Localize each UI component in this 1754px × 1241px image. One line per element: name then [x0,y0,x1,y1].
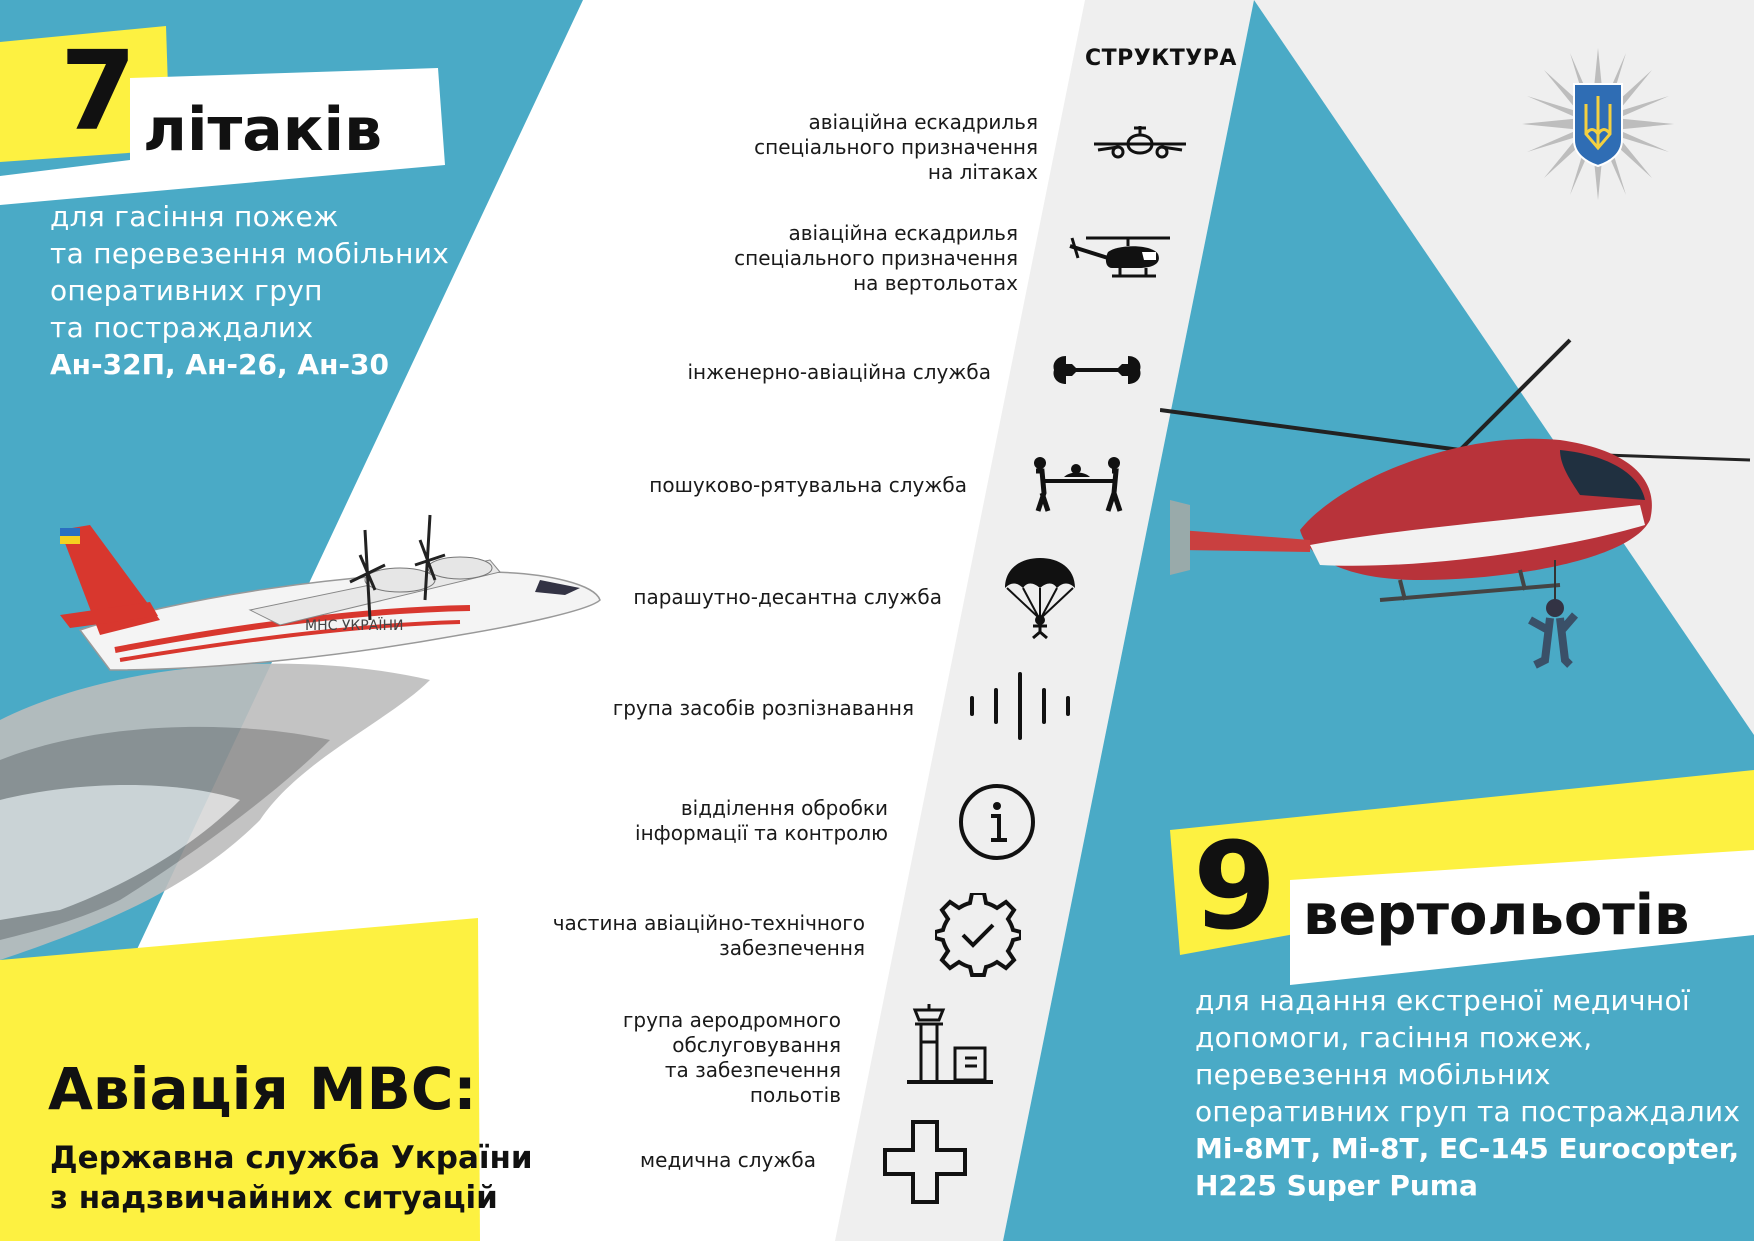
label-line: спеціального призначення [754,135,1038,159]
helicopters-desc-line: оперативних груп та постраждалих [1195,1095,1741,1128]
helicopter-illustration [1160,330,1754,750]
signal-bars-icon [968,672,1072,740]
label-line: інженерно-авіаційна служба [687,360,991,384]
helicopters-desc-line: перевезення мобільних [1195,1058,1551,1091]
label-line: частина авіаційно-технічного [552,911,865,935]
airplane-icon [1088,122,1192,168]
page-title: Авіація МВС: [48,1055,477,1123]
structure-item-label [553,911,865,961]
wrench-icon [1052,352,1142,388]
structure-item-label [640,1148,816,1173]
planes-count: 7 [60,27,137,155]
planes-desc-line: та постраждалих [50,311,314,344]
helicopters-description [1195,982,1740,1204]
helicopters-desc-line: допомоги, гасіння пожеж, [1195,1021,1593,1054]
label-line: польотів [749,1083,841,1107]
helicopters-desc-line: для надання екстреної медичної [1195,984,1690,1017]
planes-word: літаків [143,95,383,165]
helicopters-models-line: H225 Super Puma [1195,1169,1478,1202]
label-line: група аеродромного [622,1008,841,1032]
structure-item-label [623,1008,841,1108]
label-line: забезпечення [719,936,865,960]
planes-desc-line: та перевезення мобільних [50,237,450,270]
ses-emblem [1522,48,1674,200]
structure-item-label [734,221,1018,296]
subtitle-line: Державна служба України [50,1140,533,1176]
structure-item-label [754,110,1038,185]
planes-desc-line: для гасіння пожеж [50,200,339,233]
structure-item-label [688,360,992,385]
page-subtitle [50,1138,533,1218]
helicopters-count: 9 [1193,818,1277,957]
structure-item-label [613,696,914,721]
label-line: відділення обробки [680,796,888,820]
label-line: група засобів розпізнавання [612,696,914,720]
structure-title: СТРУКТУРА [1085,46,1237,71]
medical-cross-icon [883,1120,967,1204]
planes-description [50,198,449,383]
label-line: обслуговування [672,1033,841,1057]
planes-desc-line: оперативних груп [50,274,323,307]
helicopters-models-line: Мі-8МТ, Мі-8Т, ЕС-145 Eurocopter, [1195,1132,1740,1165]
label-line: на літаках [927,160,1038,184]
label-line: авіаційна ескадрилья [808,110,1038,134]
control-tower-icon [905,1002,995,1088]
label-line: на вертольотах [853,271,1018,295]
info-icon [957,782,1037,862]
label-line: інформації та контролю [635,821,888,845]
helicopters-word: вертольотів [1303,883,1690,948]
label-line: медична служба [640,1148,816,1172]
label-line: та забезпечення [664,1058,841,1082]
helicopter-icon [1068,234,1172,282]
label-line: спеціального призначення [734,246,1018,270]
label-line: пошуково-рятувальна служба [649,473,967,497]
airplane-illustration [20,510,610,730]
label-line: парашутно-десантна служба [633,585,942,609]
structure-item-label [633,585,942,610]
planes-models: Ан-32П, Ан-26, Ан-30 [50,348,390,381]
subtitle-line: з надзвичайних ситуацій [50,1180,498,1216]
parachute-icon [1003,556,1077,640]
label-line: авіаційна ескадрилья [788,221,1018,245]
gear-check-icon [935,893,1021,979]
stretcher-rescue-icon [1028,455,1124,513]
structure-item-label [635,796,888,846]
structure-item-label [649,473,967,498]
svg-text:МНС УКРАЇНИ: МНС УКРАЇНИ [305,618,404,634]
